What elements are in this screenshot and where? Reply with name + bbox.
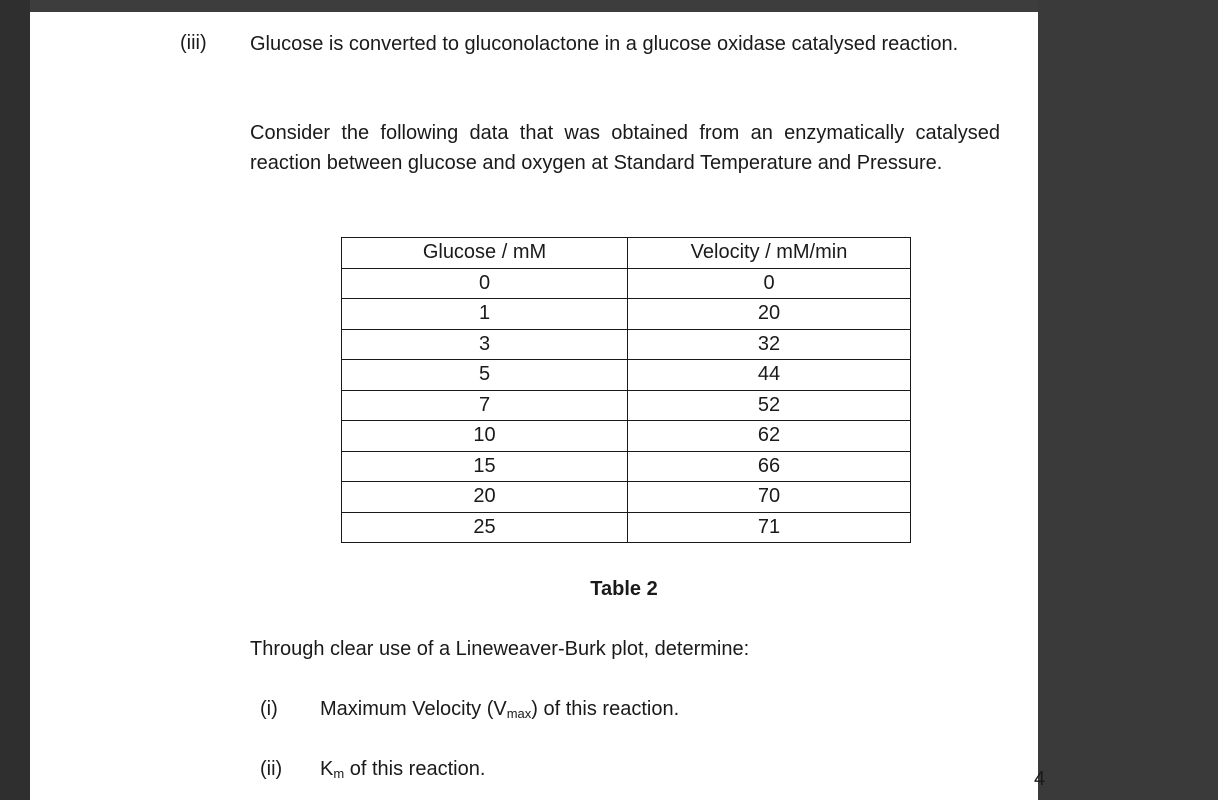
glucose-cell: 20 xyxy=(342,482,628,513)
velocity-cell: 70 xyxy=(628,482,911,513)
header-velocity: Velocity / mM/min xyxy=(628,238,911,269)
table-row xyxy=(342,329,911,360)
table-row xyxy=(342,299,911,330)
header-glucose: Glucose / mM xyxy=(342,238,628,269)
glucose-cell: 5 xyxy=(342,360,628,391)
data-table xyxy=(341,237,911,543)
instruction-text: Through clear use of a Lineweaver-Burk plot, determine: xyxy=(250,638,750,660)
velocity-cell: 71 xyxy=(628,512,911,543)
table-header-row xyxy=(342,238,911,269)
table-row xyxy=(342,268,911,299)
subpart-km-text: $K_m$ of this reaction. xyxy=(320,758,486,781)
document-page xyxy=(30,12,1046,800)
subpart-vmax-text: Maximum Velocity $(V_{max})$ of this reaction. xyxy=(320,698,680,721)
question-intro: Glucose is converted to gluconolactone in a glucose oxidase catalysed reaction. xyxy=(250,33,959,55)
viewer-top-bar xyxy=(0,0,1038,12)
subpart-number: (ii) xyxy=(260,758,283,780)
glucose-cell: 0 xyxy=(342,268,628,299)
glucose-cell: 1 xyxy=(342,299,628,330)
question-number: (iii) xyxy=(180,32,207,54)
table-row xyxy=(342,390,911,421)
subpart-number: (i) xyxy=(260,698,278,720)
velocity-cell: 52 xyxy=(628,390,911,421)
velocity-cell: 44 xyxy=(628,360,911,391)
velocity-cell: 66 xyxy=(628,451,911,482)
glucose-cell: 7 xyxy=(342,390,628,421)
glucose-cell: 25 xyxy=(342,512,628,543)
table-row xyxy=(342,512,911,543)
table-caption: Table 2 xyxy=(590,578,658,600)
table-row xyxy=(342,360,911,391)
velocity-cell: 62 xyxy=(628,421,911,452)
velocity-cell: 0 xyxy=(628,268,911,299)
table-row xyxy=(342,482,911,513)
glucose-cell: 15 xyxy=(342,451,628,482)
velocity-cell: 20 xyxy=(628,299,911,330)
glucose-cell: 10 xyxy=(342,421,628,452)
page-edge-mark: 4 xyxy=(1034,768,1046,790)
velocity-cell: 32 xyxy=(628,329,911,360)
table-row xyxy=(342,451,911,482)
viewer-left-gutter xyxy=(0,0,30,800)
question-context: Consider the following data that was obtained from an enzymatically catalysed reaction between glucose and oxygen at Standard Temperature and Pressure. xyxy=(250,122,1000,174)
glucose-cell: 3 xyxy=(342,329,628,360)
table-row xyxy=(342,421,911,452)
